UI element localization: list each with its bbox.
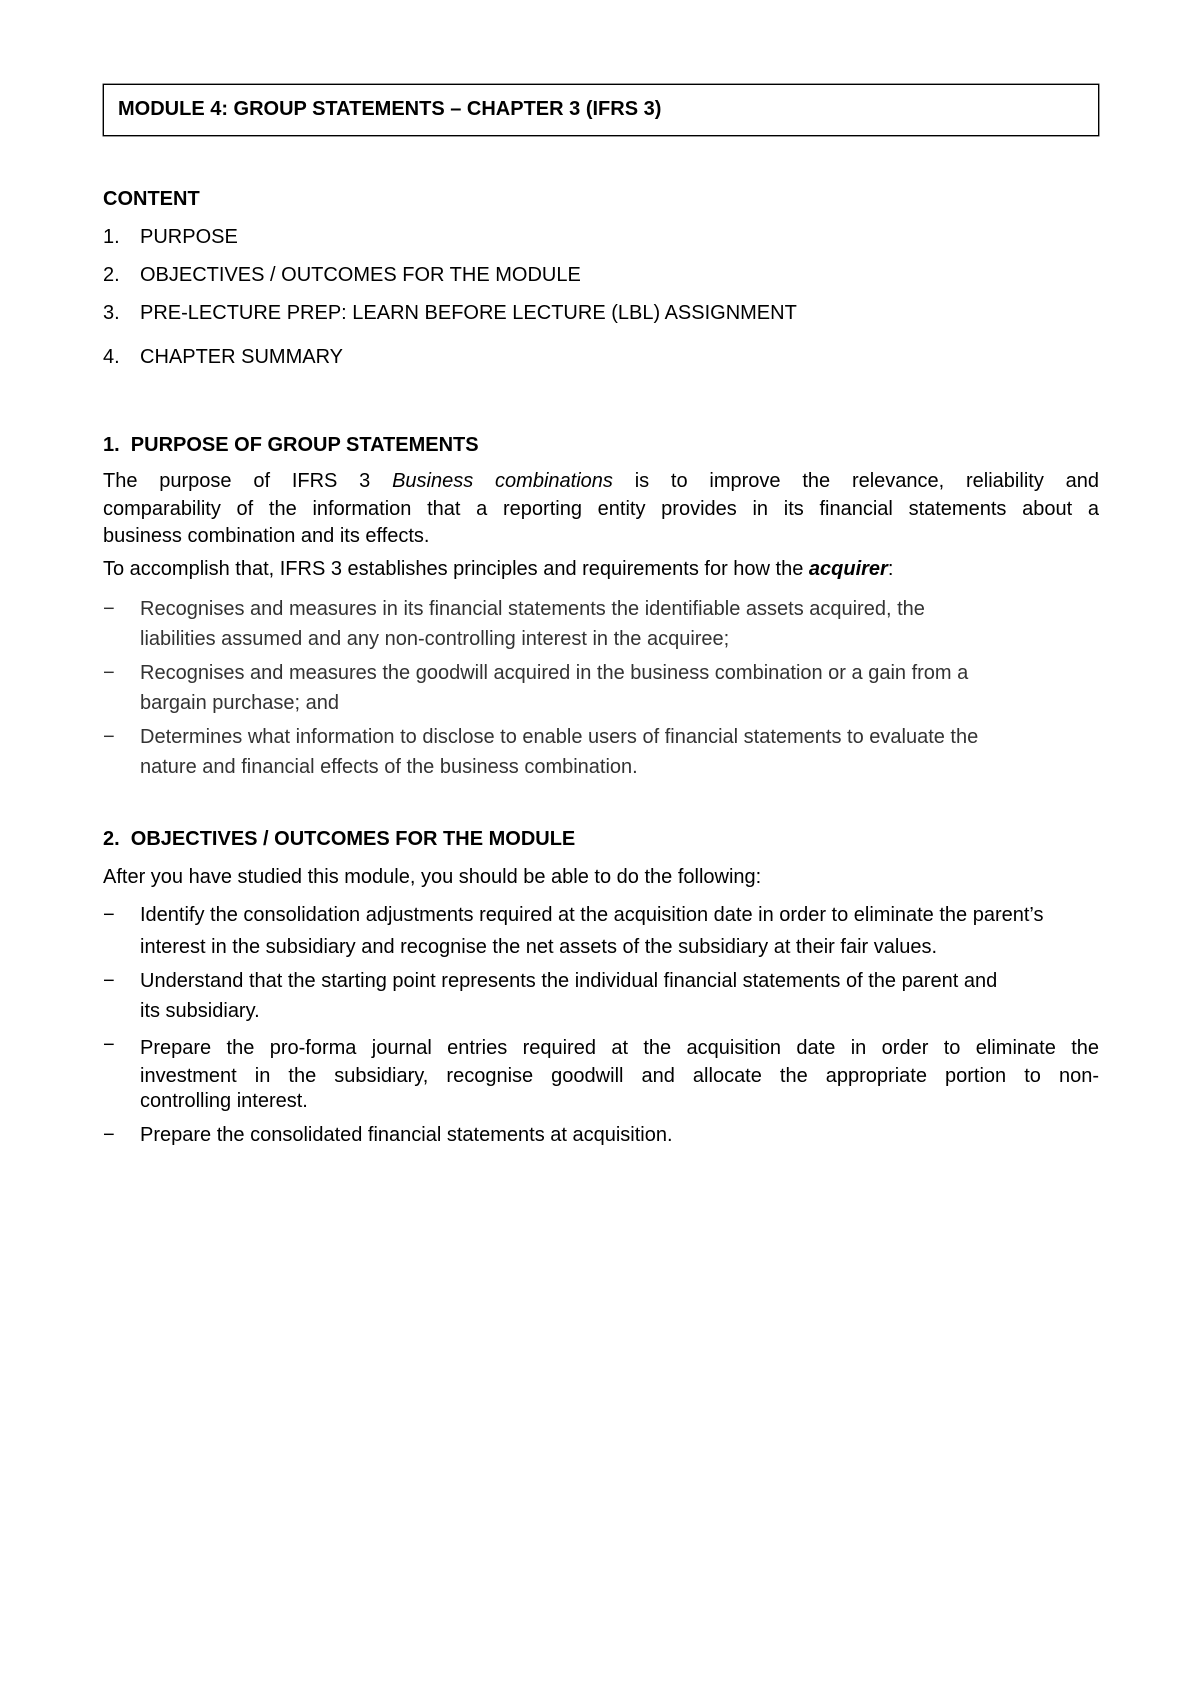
bullet-dash: −: [103, 662, 115, 684]
section1-paragraph-line: comparability of the information that a reporting entity provides in its financial statements about a: [103, 498, 1099, 520]
toc-item-number: 3.: [103, 302, 120, 324]
module-title-box: [103, 84, 1099, 136]
bullet-line: nature and financial effects of the business combination.: [140, 756, 638, 778]
bullet-line: controlling interest.: [140, 1090, 308, 1112]
bullet-dash: −: [103, 904, 115, 926]
bullet-dash: −: [103, 970, 115, 992]
toc-item-number: 4.: [103, 346, 120, 368]
bullet-line: liabilities assumed and any non-controlling interest in the acquiree;: [140, 628, 730, 650]
section1-paragraph-line: [103, 467, 1099, 495]
bullet-line: bargain purchase; and: [140, 692, 340, 714]
bullet-line: investment in the subsidiary, recognise goodwill and allocate the appropriate portion to non-: [140, 1065, 1099, 1087]
section1-paragraph-2: [103, 558, 893, 581]
paragraph-text: To accomplish that, IFRS 3 establishes principles and requirements for how the: [103, 558, 809, 580]
toc-item-summary: CHAPTER SUMMARY: [140, 346, 343, 368]
toc-item-number: 1.: [103, 226, 120, 248]
bullet-line: interest in the subsidiary and recognise the net assets of the subsidiary at their fair values.: [140, 936, 938, 958]
section2-heading: 2. OBJECTIVES / OUTCOMES FOR THE MODULE: [103, 828, 576, 850]
toc-item-objectives: OBJECTIVES / OUTCOMES FOR THE MODULE: [140, 264, 581, 286]
bullet-line: Recognises and measures the goodwill acquired in the business combination or a gain from a: [140, 662, 969, 684]
section2-intro: After you have studied this module, you should be able to do the following:: [103, 866, 762, 888]
bullet-line: Prepare the consolidated financial statements at acquisition.: [140, 1124, 673, 1146]
paragraph-text: :: [887, 558, 894, 580]
paragraph-text: The purpose of IFRS 3: [103, 470, 393, 492]
toc-item-number: 2.: [103, 264, 120, 286]
bold-term: acquirer: [808, 558, 888, 580]
bullet-line: Identify the consolidation adjustments required at the acquisition date in order to eliminate the parent’s: [140, 904, 1044, 926]
section1-heading: 1. PURPOSE OF GROUP STATEMENTS: [103, 434, 479, 456]
bullet-line: Recognises and measures in its financial statements the identifiable assets acquired, the: [140, 598, 925, 620]
bullet-dash: −: [103, 1124, 115, 1146]
bullet-dash: −: [103, 726, 115, 748]
bullet-line: its subsidiary.: [140, 1000, 260, 1022]
bullet-dash: −: [103, 1034, 115, 1056]
section1-paragraph-line: business combination and its effects.: [103, 525, 430, 547]
content-heading: CONTENT: [103, 188, 200, 210]
bullet-line: Prepare the pro-forma journal entries required at the acquisition date in order to eliminate the: [140, 1037, 1099, 1059]
module-title: MODULE 4: GROUP STATEMENTS – CHAPTER 3 (IFRS 3): [118, 98, 662, 120]
toc-item-prelecture: PRE-LECTURE PREP: LEARN BEFORE LECTURE (LBL) ASSIGNMENT: [140, 302, 797, 324]
bullet-line: Understand that the starting point represents the individual financial statements of the parent and: [140, 970, 998, 992]
paragraph-text: is to improve the relevance, reliability and: [612, 470, 1099, 492]
toc-item-purpose: PURPOSE: [140, 226, 238, 248]
italic-term: Business combinations: [392, 470, 613, 492]
bullet-line: Determines what information to disclose to enable users of financial statements to evaluate the: [140, 726, 979, 748]
bullet-dash: −: [103, 598, 115, 620]
